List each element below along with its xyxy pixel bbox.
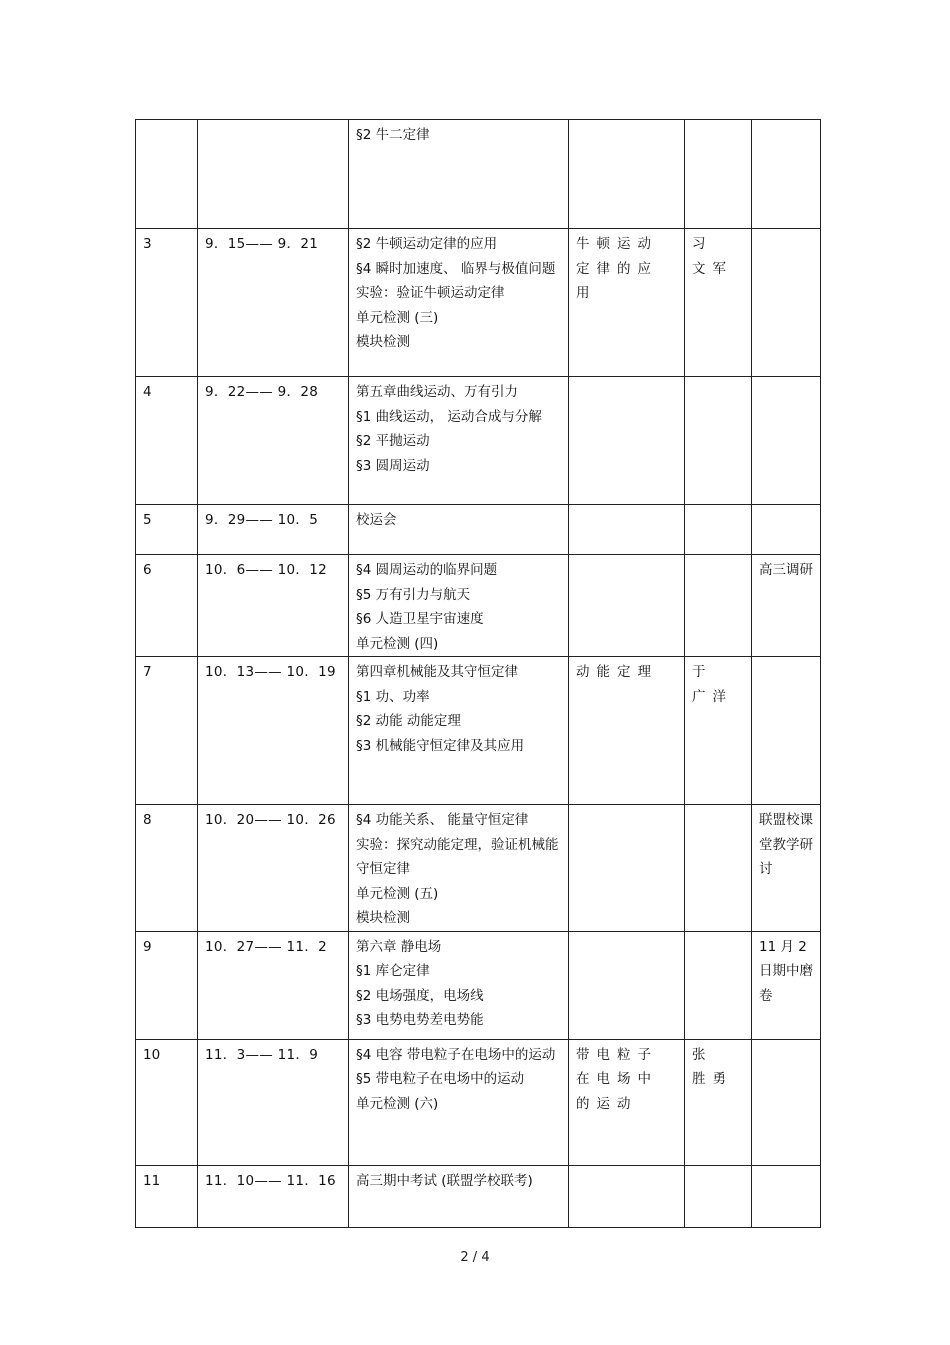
content-line: §6 人造卫星宇宙速度 xyxy=(356,611,484,627)
content-line: 模块检测 xyxy=(356,334,410,350)
date-range-cell xyxy=(198,120,349,229)
remark-cell xyxy=(752,657,821,805)
content-line: §1 功、功率 xyxy=(356,688,430,705)
teacher-cell xyxy=(685,505,752,555)
table-row xyxy=(136,229,821,377)
table-row xyxy=(136,805,821,932)
remark-cell xyxy=(752,377,821,505)
remark-cell xyxy=(752,1039,821,1165)
table-row xyxy=(136,931,821,1039)
week-number-cell: 6 xyxy=(136,555,198,657)
schedule-table xyxy=(135,119,821,1228)
lesson-topic-cell xyxy=(569,931,685,1039)
week-number-cell: 8 xyxy=(136,805,198,932)
week-number-cell: 3 xyxy=(136,229,198,377)
lesson-topic-cell xyxy=(569,120,685,229)
teacher-cell xyxy=(685,120,752,229)
teacher-cell xyxy=(685,805,752,932)
table-row xyxy=(136,1039,821,1165)
content-line: 实验：探究动能定理，验证机械能守恒定律 xyxy=(356,836,559,877)
content-line: §3 电势电势差电势能 xyxy=(356,1012,484,1028)
date-range-cell: 10．20—— 10．26 xyxy=(198,805,349,932)
week-number-cell xyxy=(136,120,198,229)
lesson-topic-cell: 带电粒子在电场中的运动 xyxy=(569,1039,685,1165)
content-line: 单元检测 (四) xyxy=(356,635,439,652)
lesson-topic-cell xyxy=(569,805,685,932)
content-line: 第六章 静电场 xyxy=(356,938,442,955)
content-line: §2 牛二定律 xyxy=(356,127,430,143)
remark-cell xyxy=(752,120,821,229)
table-row xyxy=(136,120,821,229)
content-cell xyxy=(349,377,569,505)
teacher-cell: 张 胜勇 xyxy=(685,1039,752,1165)
week-number-cell: 9 xyxy=(136,931,198,1039)
date-range-cell: 11．10—— 11．16 xyxy=(198,1165,349,1227)
teacher-cell: 于 广洋 xyxy=(685,657,752,805)
content-line: §2 动能 动能定理 xyxy=(356,713,461,729)
content-line: 实验：验证牛顿运动定律 xyxy=(356,285,505,301)
lesson-topic-cell xyxy=(569,555,685,657)
lesson-topic-cell: 动能定理 xyxy=(569,657,685,805)
date-range-cell: 10．27—— 11．2 xyxy=(198,931,349,1039)
week-number-cell: 11 xyxy=(136,1165,198,1227)
content-cell xyxy=(349,120,569,229)
content-line: §4 电容 带电粒子在电场中的运动 xyxy=(356,1046,556,1063)
content-cell xyxy=(349,657,569,805)
content-line: 第五章曲线运动、万有引力 xyxy=(356,384,518,400)
remark-cell: 高三调研 xyxy=(752,555,821,657)
teacher-cell xyxy=(685,1165,752,1227)
content-cell xyxy=(349,805,569,932)
content-line: §5 带电粒子在电场中的运动 xyxy=(356,1071,525,1087)
date-range-cell: 9．15—— 9．21 xyxy=(198,229,349,377)
content-cell xyxy=(349,931,569,1039)
content-line: §3 机械能守恒定律及其应用 xyxy=(356,737,525,754)
content-line: 单元检测 (五) xyxy=(356,885,439,902)
week-number-cell: 5 xyxy=(136,505,198,555)
lesson-topic-cell xyxy=(569,505,685,555)
content-line: §5 万有引力与航天 xyxy=(356,586,471,603)
date-range-cell: 9．22—— 9．28 xyxy=(198,377,349,505)
week-number-cell: 7 xyxy=(136,657,198,805)
table-row xyxy=(136,1165,821,1227)
teacher-cell: 习 文军 xyxy=(685,229,752,377)
date-range-cell: 9．29—— 10．5 xyxy=(198,505,349,555)
content-line: 单元检测 (三) xyxy=(356,309,439,326)
remark-cell xyxy=(752,505,821,555)
content-line: §3 圆周运动 xyxy=(356,457,430,474)
content-line: §2 牛顿运动定律的应用 xyxy=(356,236,498,252)
date-range-cell: 10．6—— 10．12 xyxy=(198,555,349,657)
remark-cell: 联盟校课堂教学研讨 xyxy=(752,805,821,932)
content-cell xyxy=(349,229,569,377)
remark-cell xyxy=(752,229,821,377)
content-line: §4 功能关系、 能量守恒定律 xyxy=(356,812,529,828)
content-cell xyxy=(349,555,569,657)
page-number: 2 / 4 xyxy=(460,1250,490,1265)
content-line: §4 圆周运动的临界问题 xyxy=(356,562,498,578)
content-cell xyxy=(349,1039,569,1165)
content-line: 单元检测 (六) xyxy=(356,1095,439,1112)
content-line: 校运会 xyxy=(356,512,397,528)
content-line: §1 曲线运动， 运动合成与分解 xyxy=(356,408,542,425)
table-row xyxy=(136,505,821,555)
teacher-cell xyxy=(685,377,752,505)
content-line: §4 瞬时加速度、 临界与极值问题 xyxy=(356,260,556,277)
week-number-cell: 4 xyxy=(136,377,198,505)
date-range-cell: 11．3—— 11．9 xyxy=(198,1039,349,1165)
lesson-topic-cell xyxy=(569,1165,685,1227)
lesson-topic-cell: 牛顿运动定律的应用 xyxy=(569,229,685,377)
table-row xyxy=(136,555,821,657)
table-row xyxy=(136,657,821,805)
table-row xyxy=(136,377,821,505)
content-line: 高三期中考试 (联盟学校联考) xyxy=(356,1172,533,1189)
content-line: 第四章机械能及其守恒定律 xyxy=(356,664,518,680)
date-range-cell: 10．13—— 10．19 xyxy=(198,657,349,805)
week-number-cell: 10 xyxy=(136,1039,198,1165)
teacher-cell xyxy=(685,931,752,1039)
content-line: §2 电场强度，电场线 xyxy=(356,987,484,1004)
lesson-topic-cell xyxy=(569,377,685,505)
remark-cell: 11 月 2 日期中磨卷 xyxy=(752,931,821,1039)
content-cell xyxy=(349,1165,569,1227)
content-line: 模块检测 xyxy=(356,910,410,926)
content-line: §1 库仑定律 xyxy=(356,963,430,979)
teacher-cell xyxy=(685,555,752,657)
content-cell xyxy=(349,505,569,555)
content-line: §2 平抛运动 xyxy=(356,433,430,449)
remark-cell xyxy=(752,1165,821,1227)
